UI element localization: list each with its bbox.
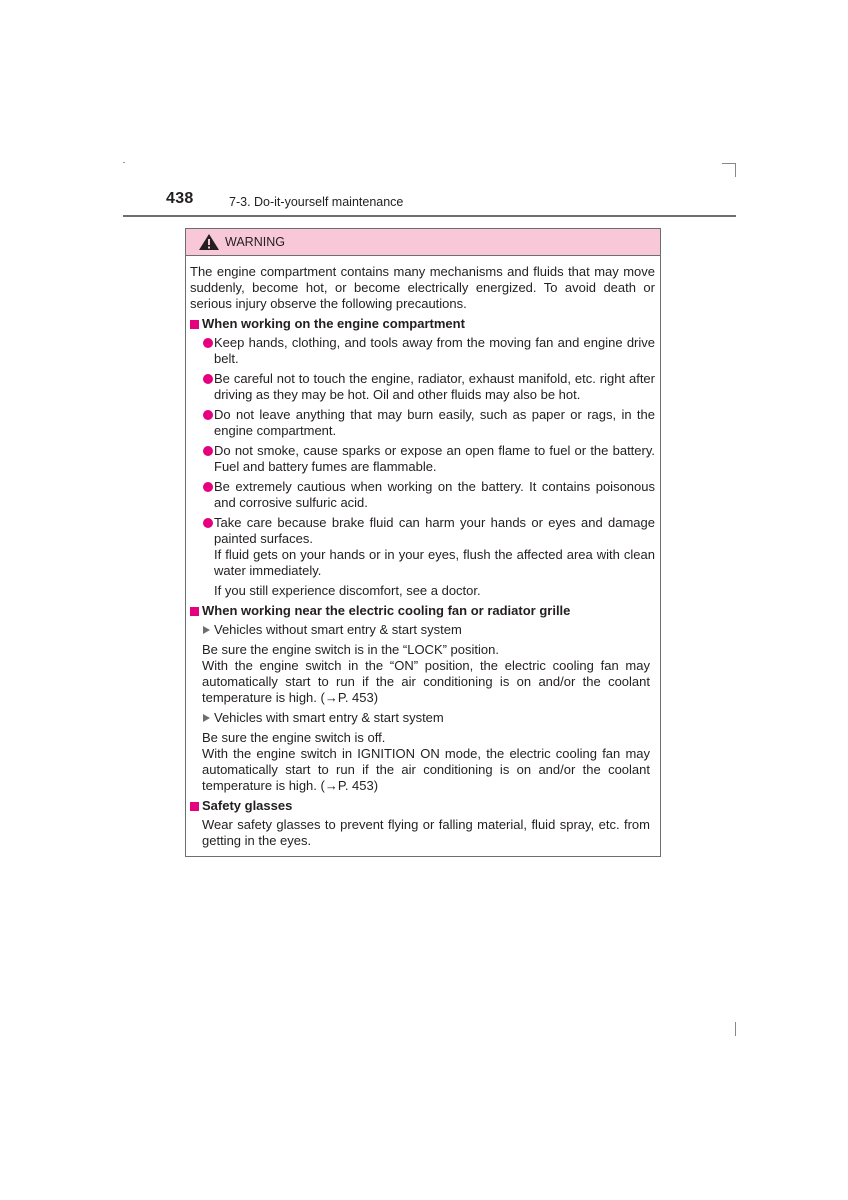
warning-body <box>186 256 660 849</box>
paragraph: Wear safety glasses to prevent flying or falling material, fluid spray, etc. from getting in the eyes. <box>202 817 650 848</box>
section-heading-engine-compartment: When working on the engine compartment <box>190 316 655 332</box>
section-heading-safety-glasses: Safety glasses <box>190 798 655 814</box>
paragraph: Be sure the engine switch is off. <box>202 730 386 745</box>
circle-bullet-icon <box>203 446 213 456</box>
warning-header <box>186 229 660 256</box>
paragraph: With the engine switch in the “ON” position, the electric cooling fan may automatically start to run if the air conditioning is on and/or the coolant temperature is high. (→P. 453) <box>202 658 650 705</box>
circle-bullet-icon <box>203 410 213 420</box>
list-item: Be extremely cautious when working on the battery. It contains poisonous and corrosive sulfuric acid. <box>190 479 655 511</box>
section-title: 7-3. Do-it-yourself maintenance <box>229 195 404 209</box>
square-bullet-icon <box>190 607 199 616</box>
header-rule <box>123 215 736 217</box>
list-item: Do not leave anything that may burn easily, such as paper or rags, in the engine compartment. <box>190 407 655 439</box>
page-number: 438 <box>166 190 194 207</box>
circle-bullet-icon <box>203 374 213 384</box>
circle-bullet-icon <box>203 518 213 528</box>
triangle-arrow-icon <box>203 626 210 634</box>
crop-mark-bottom-right <box>735 1022 736 1036</box>
list-item: Do not smoke, cause sparks or expose an open flame to fuel or the battery. Fuel and battery fumes are flammable. <box>190 443 655 475</box>
bullet-continuation: If fluid gets on your hands or in your eyes, flush the affected area with clean water immediately. <box>214 547 655 578</box>
circle-bullet-icon <box>203 482 213 492</box>
square-bullet-icon <box>190 802 199 811</box>
warning-triangle-icon <box>198 233 220 251</box>
warning-intro: The engine compartment contains many mechanisms and fluids that may move suddenly, become hot, or become electrically energized. To avoid death or serious injury observe the following precautions. <box>190 264 655 311</box>
sub-item-without-smart-entry: Vehicles without smart entry & start system <box>190 622 655 638</box>
list-item: Keep hands, clothing, and tools away from the moving fan and engine drive belt. <box>190 335 655 367</box>
square-bullet-icon <box>190 320 199 329</box>
circle-bullet-icon <box>203 338 213 348</box>
list-item: Take care because brake fluid can harm your hands or eyes and damage painted surfaces. <box>190 515 655 547</box>
warning-box <box>185 228 661 857</box>
bullet-continuation: If you still experience discomfort, see a doctor. <box>214 583 481 598</box>
paragraph: With the engine switch in IGNITION ON mode, the electric cooling fan may automatically start to run if the air conditioning is on and/or the coolant temperature is high. (→P. 453) <box>202 746 650 793</box>
warning-label: WARNING <box>225 235 285 249</box>
section-heading-cooling-fan: When working near the electric cooling fan or radiator grille <box>190 603 655 619</box>
sub-item-with-smart-entry: Vehicles with smart entry & start system <box>190 710 655 726</box>
list-item: Be careful not to touch the engine, radiator, exhaust manifold, etc. right after driving as they may be hot. Oil and other fluids may also be hot. <box>190 371 655 403</box>
triangle-arrow-icon <box>203 714 210 722</box>
crop-mark-top-right <box>722 163 736 177</box>
paragraph: Be sure the engine switch is in the “LOCK” position. <box>202 642 499 657</box>
crop-mark-top-left <box>123 162 125 163</box>
